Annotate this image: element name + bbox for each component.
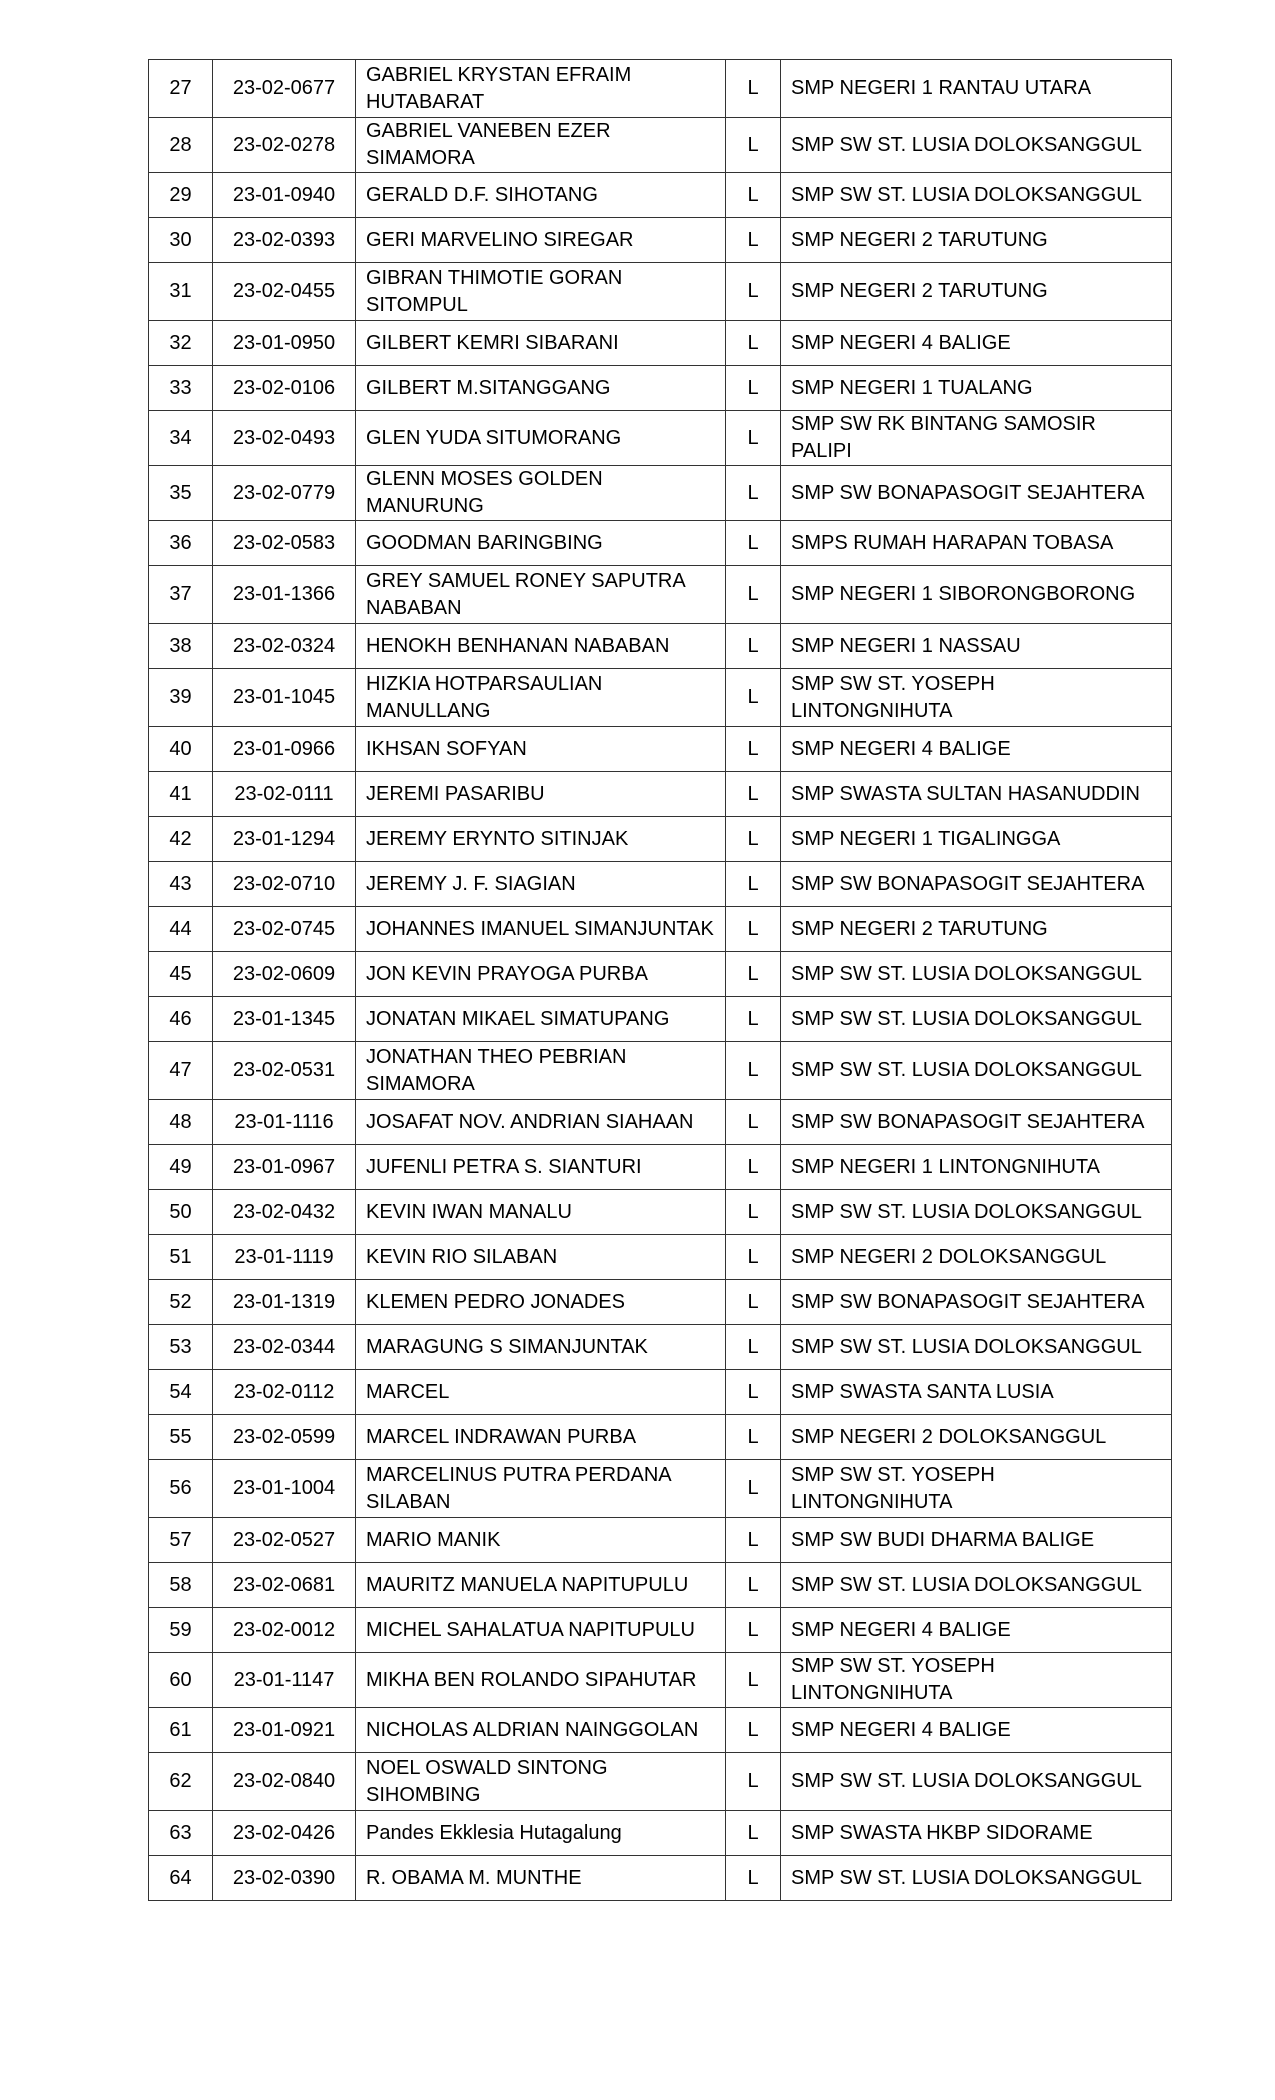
row-number: 46 (149, 997, 213, 1042)
school-origin: SMP SW ST. YOSEPH LINTONGNIHUTA (781, 1653, 1172, 1708)
row-number: 49 (149, 1145, 213, 1190)
row-number: 32 (149, 321, 213, 366)
row-number: 51 (149, 1235, 213, 1280)
table-row (149, 263, 1172, 321)
registration-number: 23-01-1119 (213, 1235, 356, 1280)
table-row (149, 1280, 1172, 1325)
student-name: GABRIEL KRYSTAN EFRAIM HUTABARAT (356, 60, 726, 118)
student-name: GLEN YUDA SITUMORANG (356, 411, 726, 466)
school-origin: SMP SW BONAPASOGIT SEJAHTERA (781, 1280, 1172, 1325)
table-row (149, 1608, 1172, 1653)
student-name: GERALD D.F. SIHOTANG (356, 173, 726, 218)
row-number: 60 (149, 1653, 213, 1708)
row-number: 54 (149, 1370, 213, 1415)
table-row (149, 1325, 1172, 1370)
gender: L (726, 466, 781, 521)
gender: L (726, 862, 781, 907)
gender: L (726, 1708, 781, 1753)
table-row (149, 521, 1172, 566)
gender: L (726, 817, 781, 862)
row-number: 50 (149, 1190, 213, 1235)
school-origin: SMP NEGERI 4 BALIGE (781, 1708, 1172, 1753)
row-number: 39 (149, 669, 213, 727)
table-row (149, 1753, 1172, 1811)
gender: L (726, 321, 781, 366)
gender: L (726, 1653, 781, 1708)
row-number: 45 (149, 952, 213, 997)
table-row (149, 1563, 1172, 1608)
registration-number: 23-01-0921 (213, 1708, 356, 1753)
student-name: GILBERT KEMRI SIBARANI (356, 321, 726, 366)
gender: L (726, 1190, 781, 1235)
row-number: 30 (149, 218, 213, 263)
school-origin: SMP SW ST. LUSIA DOLOKSANGGUL (781, 1856, 1172, 1901)
registration-number: 23-02-0745 (213, 907, 356, 952)
school-origin: SMP SW ST. LUSIA DOLOKSANGGUL (781, 1325, 1172, 1370)
row-number: 47 (149, 1042, 213, 1100)
gender: L (726, 1280, 781, 1325)
row-number: 36 (149, 521, 213, 566)
student-name: GREY SAMUEL RONEY SAPUTRA NABABAN (356, 566, 726, 624)
table-row (149, 366, 1172, 411)
student-name: MICHEL SAHALATUA NAPITUPULU (356, 1608, 726, 1653)
gender: L (726, 566, 781, 624)
gender: L (726, 1563, 781, 1608)
student-name: JEREMY ERYNTO SITINJAK (356, 817, 726, 862)
row-number: 44 (149, 907, 213, 952)
registration-number: 23-02-0432 (213, 1190, 356, 1235)
student-name: JONATAN MIKAEL SIMATUPANG (356, 997, 726, 1042)
school-origin: SMP SWASTA SANTA LUSIA (781, 1370, 1172, 1415)
student-name: JEREMY J. F. SIAGIAN (356, 862, 726, 907)
row-number: 41 (149, 772, 213, 817)
registration-number: 23-02-0583 (213, 521, 356, 566)
school-origin: SMP NEGERI 1 TIGALINGGA (781, 817, 1172, 862)
school-origin: SMP SW ST. LUSIA DOLOKSANGGUL (781, 952, 1172, 997)
row-number: 53 (149, 1325, 213, 1370)
registration-number: 23-01-1345 (213, 997, 356, 1042)
table-row (149, 997, 1172, 1042)
student-name: R. OBAMA M. MUNTHE (356, 1856, 726, 1901)
gender: L (726, 521, 781, 566)
school-origin: SMP NEGERI 2 TARUTUNG (781, 907, 1172, 952)
student-name: MARCEL INDRAWAN PURBA (356, 1415, 726, 1460)
student-name: JUFENLI PETRA S. SIANTURI (356, 1145, 726, 1190)
student-name: MARCELINUS PUTRA PERDANA SILABAN (356, 1460, 726, 1518)
gender: L (726, 1415, 781, 1460)
registration-number: 23-02-0599 (213, 1415, 356, 1460)
registration-number: 23-01-1319 (213, 1280, 356, 1325)
table-row (149, 1100, 1172, 1145)
row-number: 55 (149, 1415, 213, 1460)
row-number: 42 (149, 817, 213, 862)
gender: L (726, 1370, 781, 1415)
student-name: MARAGUNG S SIMANJUNTAK (356, 1325, 726, 1370)
registration-number: 23-01-1004 (213, 1460, 356, 1518)
registration-number: 23-01-0967 (213, 1145, 356, 1190)
table-row (149, 907, 1172, 952)
gender: L (726, 366, 781, 411)
registration-number: 23-02-0840 (213, 1753, 356, 1811)
gender: L (726, 772, 781, 817)
student-name: HENOKH BENHANAN NABABAN (356, 624, 726, 669)
school-origin: SMP SW BONAPASOGIT SEJAHTERA (781, 1100, 1172, 1145)
student-name: MARIO MANIK (356, 1518, 726, 1563)
school-origin: SMP SWASTA SULTAN HASANUDDIN (781, 772, 1172, 817)
school-origin: SMP NEGERI 4 BALIGE (781, 321, 1172, 366)
gender: L (726, 997, 781, 1042)
row-number: 43 (149, 862, 213, 907)
student-name: JONATHAN THEO PEBRIAN SIMAMORA (356, 1042, 726, 1100)
school-origin: SMP SW ST. YOSEPH LINTONGNIHUTA (781, 669, 1172, 727)
table-row (149, 669, 1172, 727)
registration-number: 23-02-0455 (213, 263, 356, 321)
row-number: 56 (149, 1460, 213, 1518)
row-number: 58 (149, 1563, 213, 1608)
student-table-body (149, 60, 1172, 1901)
row-number: 28 (149, 118, 213, 173)
school-origin: SMP SW ST. YOSEPH LINTONGNIHUTA (781, 1460, 1172, 1518)
table-row (149, 218, 1172, 263)
row-number: 64 (149, 1856, 213, 1901)
registration-number: 23-02-0531 (213, 1042, 356, 1100)
school-origin: SMP SW ST. LUSIA DOLOKSANGGUL (781, 997, 1172, 1042)
registration-number: 23-02-0012 (213, 1608, 356, 1653)
registration-number: 23-02-0710 (213, 862, 356, 907)
gender: L (726, 952, 781, 997)
student-table (148, 59, 1172, 1901)
row-number: 37 (149, 566, 213, 624)
student-name: HIZKIA HOTPARSAULIAN MANULLANG (356, 669, 726, 727)
row-number: 63 (149, 1811, 213, 1856)
gender: L (726, 60, 781, 118)
student-name: JOSAFAT NOV. ANDRIAN SIAHAAN (356, 1100, 726, 1145)
registration-number: 23-01-1147 (213, 1653, 356, 1708)
row-number: 48 (149, 1100, 213, 1145)
gender: L (726, 1608, 781, 1653)
gender: L (726, 907, 781, 952)
registration-number: 23-01-0950 (213, 321, 356, 366)
table-row (149, 321, 1172, 366)
row-number: 40 (149, 727, 213, 772)
student-name: JEREMI PASARIBU (356, 772, 726, 817)
registration-number: 23-02-0779 (213, 466, 356, 521)
registration-number: 23-01-1294 (213, 817, 356, 862)
gender: L (726, 218, 781, 263)
school-origin: SMP NEGERI 2 TARUTUNG (781, 263, 1172, 321)
registration-number: 23-02-0344 (213, 1325, 356, 1370)
gender: L (726, 1235, 781, 1280)
student-name: IKHSAN SOFYAN (356, 727, 726, 772)
school-origin: SMP SW ST. LUSIA DOLOKSANGGUL (781, 1753, 1172, 1811)
gender: L (726, 1811, 781, 1856)
gender: L (726, 1518, 781, 1563)
registration-number: 23-02-0426 (213, 1811, 356, 1856)
student-name: NICHOLAS ALDRIAN NAINGGOLAN (356, 1708, 726, 1753)
gender: L (726, 1753, 781, 1811)
table-row (149, 466, 1172, 521)
table-row (149, 1856, 1172, 1901)
table-row (149, 952, 1172, 997)
gender: L (726, 173, 781, 218)
school-origin: SMP SW BONAPASOGIT SEJAHTERA (781, 862, 1172, 907)
school-origin: SMP SW ST. LUSIA DOLOKSANGGUL (781, 173, 1172, 218)
school-origin: SMP NEGERI 1 TUALANG (781, 366, 1172, 411)
school-origin: SMP SW RK BINTANG SAMOSIR PALIPI (781, 411, 1172, 466)
school-origin: SMP SW ST. LUSIA DOLOKSANGGUL (781, 1042, 1172, 1100)
row-number: 29 (149, 173, 213, 218)
school-origin: SMP NEGERI 1 LINTONGNIHUTA (781, 1145, 1172, 1190)
registration-number: 23-02-0527 (213, 1518, 356, 1563)
row-number: 52 (149, 1280, 213, 1325)
gender: L (726, 411, 781, 466)
school-origin: SMP SW ST. LUSIA DOLOKSANGGUL (781, 118, 1172, 173)
student-name: MIKHA BEN ROLANDO SIPAHUTAR (356, 1653, 726, 1708)
student-name: GILBERT M.SITANGGANG (356, 366, 726, 411)
registration-number: 23-01-1045 (213, 669, 356, 727)
student-name: KEVIN IWAN MANALU (356, 1190, 726, 1235)
student-name: GLENN MOSES GOLDEN MANURUNG (356, 466, 726, 521)
registration-number: 23-02-0111 (213, 772, 356, 817)
table-row (149, 772, 1172, 817)
school-origin: SMP SW BUDI DHARMA BALIGE (781, 1518, 1172, 1563)
student-name: MAURITZ MANUELA NAPITUPULU (356, 1563, 726, 1608)
gender: L (726, 727, 781, 772)
table-row (149, 1811, 1172, 1856)
school-origin: SMP NEGERI 4 BALIGE (781, 1608, 1172, 1653)
table-row (149, 173, 1172, 218)
row-number: 38 (149, 624, 213, 669)
registration-number: 23-01-1366 (213, 566, 356, 624)
registration-number: 23-02-0106 (213, 366, 356, 411)
registration-number: 23-02-0493 (213, 411, 356, 466)
table-row (149, 624, 1172, 669)
table-row (149, 1042, 1172, 1100)
table-row (149, 1190, 1172, 1235)
table-row (149, 817, 1172, 862)
table-row (149, 118, 1172, 173)
table-row (149, 411, 1172, 466)
gender: L (726, 1100, 781, 1145)
student-name: GERI MARVELINO SIREGAR (356, 218, 726, 263)
school-origin: SMP SW ST. LUSIA DOLOKSANGGUL (781, 1190, 1172, 1235)
row-number: 59 (149, 1608, 213, 1653)
school-origin: SMP NEGERI 1 NASSAU (781, 624, 1172, 669)
student-name: GOODMAN BARINGBING (356, 521, 726, 566)
row-number: 62 (149, 1753, 213, 1811)
student-name: JOHANNES IMANUEL SIMANJUNTAK (356, 907, 726, 952)
row-number: 57 (149, 1518, 213, 1563)
registration-number: 23-02-0677 (213, 60, 356, 118)
table-row (149, 1708, 1172, 1753)
registration-number: 23-02-0324 (213, 624, 356, 669)
table-row (149, 727, 1172, 772)
school-origin: SMP SWASTA HKBP SIDORAME (781, 1811, 1172, 1856)
student-name: KEVIN RIO SILABAN (356, 1235, 726, 1280)
table-row (149, 1370, 1172, 1415)
gender: L (726, 1460, 781, 1518)
table-row (149, 60, 1172, 118)
student-name: GIBRAN THIMOTIE GORAN SITOMPUL (356, 263, 726, 321)
registration-number: 23-02-0609 (213, 952, 356, 997)
school-origin: SMP NEGERI 2 DOLOKSANGGUL (781, 1415, 1172, 1460)
registration-number: 23-02-0393 (213, 218, 356, 263)
student-name: GABRIEL VANEBEN EZER SIMAMORA (356, 118, 726, 173)
student-name: JON KEVIN PRAYOGA PURBA (356, 952, 726, 997)
student-name: KLEMEN PEDRO JONADES (356, 1280, 726, 1325)
table-row (149, 1415, 1172, 1460)
school-origin: SMP SW BONAPASOGIT SEJAHTERA (781, 466, 1172, 521)
student-name: Pandes Ekklesia Hutagalung (356, 1811, 726, 1856)
gender: L (726, 669, 781, 727)
row-number: 34 (149, 411, 213, 466)
table-row (149, 1235, 1172, 1280)
row-number: 61 (149, 1708, 213, 1753)
table-row (149, 1518, 1172, 1563)
school-origin: SMP NEGERI 1 RANTAU UTARA (781, 60, 1172, 118)
table-row (149, 1460, 1172, 1518)
school-origin: SMP SW ST. LUSIA DOLOKSANGGUL (781, 1563, 1172, 1608)
gender: L (726, 118, 781, 173)
registration-number: 23-01-0966 (213, 727, 356, 772)
gender: L (726, 1325, 781, 1370)
registration-number: 23-01-1116 (213, 1100, 356, 1145)
school-origin: SMP NEGERI 2 TARUTUNG (781, 218, 1172, 263)
registration-number: 23-02-0278 (213, 118, 356, 173)
table-row (149, 566, 1172, 624)
registration-number: 23-02-0112 (213, 1370, 356, 1415)
table-row (149, 1653, 1172, 1708)
row-number: 27 (149, 60, 213, 118)
school-origin: SMP NEGERI 1 SIBORONGBORONG (781, 566, 1172, 624)
school-origin: SMP NEGERI 2 DOLOKSANGGUL (781, 1235, 1172, 1280)
gender: L (726, 624, 781, 669)
student-name: MARCEL (356, 1370, 726, 1415)
gender: L (726, 1145, 781, 1190)
gender: L (726, 1856, 781, 1901)
row-number: 35 (149, 466, 213, 521)
school-origin: SMPS RUMAH HARAPAN TOBASA (781, 521, 1172, 566)
school-origin: SMP NEGERI 4 BALIGE (781, 727, 1172, 772)
gender: L (726, 263, 781, 321)
table-row (149, 862, 1172, 907)
row-number: 33 (149, 366, 213, 411)
student-name: NOEL OSWALD SINTONG SIHOMBING (356, 1753, 726, 1811)
row-number: 31 (149, 263, 213, 321)
registration-number: 23-01-0940 (213, 173, 356, 218)
registration-number: 23-02-0390 (213, 1856, 356, 1901)
table-row (149, 1145, 1172, 1190)
registration-number: 23-02-0681 (213, 1563, 356, 1608)
gender: L (726, 1042, 781, 1100)
